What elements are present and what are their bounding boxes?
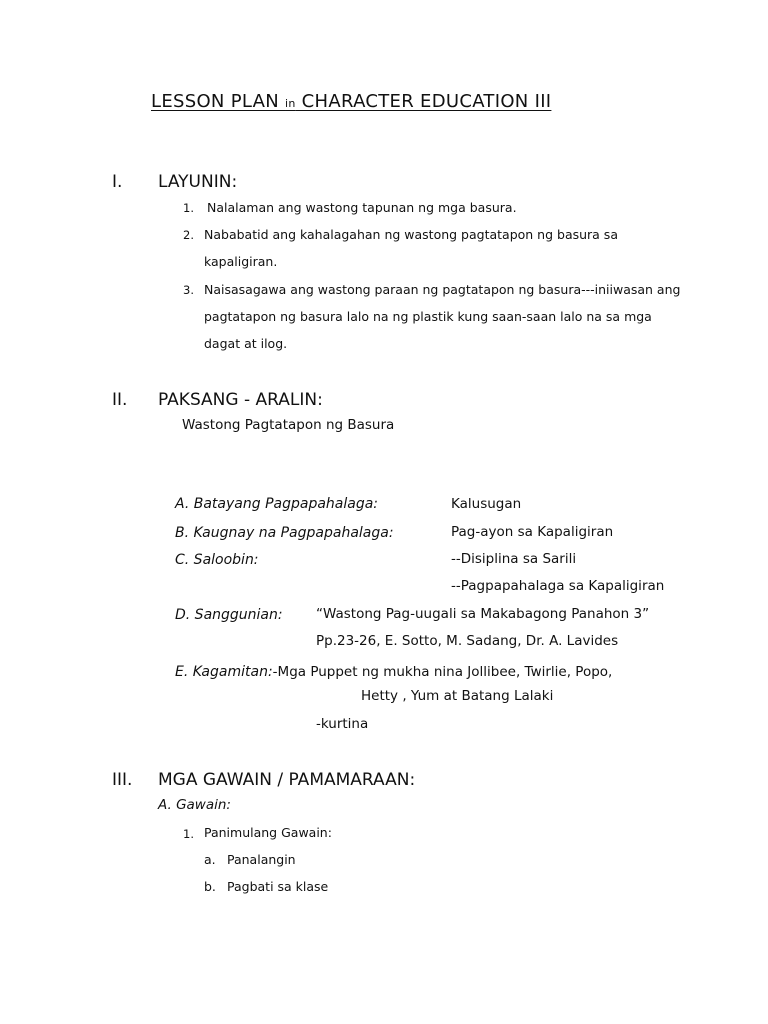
objective-2-number: 2. <box>183 228 194 242</box>
section-3-number: III. <box>112 770 133 790</box>
activity-b-text: Pagbati sa klase <box>227 879 329 894</box>
objective-3-text-line-3: dagat at ilog. <box>204 336 288 351</box>
reference-text-2: Pp.23-26, E. Sotto, M. Sadang, Dr. A. Lavides <box>316 633 619 649</box>
materials-text-2: Hetty , Yum at Batang Lalaki <box>361 688 554 704</box>
objective-3-number: 3. <box>183 283 194 297</box>
materials-label: E. Kagamitan: <box>175 664 273 680</box>
objective-1-text: Nalalaman ang wastong tapunan ng mga basura. <box>207 200 517 215</box>
activity-a-letter: a. <box>204 852 216 867</box>
title-part-2: CHARACTER EDUCATION III <box>295 91 552 112</box>
objective-1-number: 1. <box>183 201 194 215</box>
activity-b-letter: b. <box>204 879 216 894</box>
related-value-text: Pag-ayon sa Kapaligiran <box>451 524 614 540</box>
section-3-title: MGA GAWAIN / PAMAMARAAN: <box>158 770 416 790</box>
attitude-text-1: --Disiplina sa Sarili <box>451 551 577 567</box>
core-value-text: Kalusugan <box>451 496 522 512</box>
related-value-label: B. Kaugnay na Pagpapahalaga: <box>175 525 394 541</box>
document-title <box>151 93 551 111</box>
topic-text: Wastong Pagtatapon ng Basura <box>182 417 395 433</box>
title-part-1: LESSON PLAN <box>151 91 286 112</box>
activities-subheading: A. Gawain: <box>158 797 231 813</box>
title-small-word: in <box>285 97 296 110</box>
objective-3-text-line-2: pagtatapon ng basura lalo na ng plastik kung saan-saan lalo na sa mga <box>204 309 652 324</box>
objective-3-text-line-1: Naisasagawa ang wastong paraan ng pagtatapon ng basura---iniiwasan ang <box>204 282 681 297</box>
section-2-title: PAKSANG - ARALIN: <box>158 390 323 410</box>
materials-text-3: -kurtina <box>316 716 369 732</box>
section-1-title: LAYUNIN: <box>158 172 238 192</box>
activity-a-text: Panalangin <box>227 852 296 867</box>
section-1-number: I. <box>112 172 123 192</box>
activity-1-text: Panimulang Gawain: <box>204 825 332 840</box>
objective-2-text-line-1: Nababatid ang kahalagahan ng wastong pagtatapon ng basura sa <box>204 227 618 242</box>
section-2-number: II. <box>112 390 128 410</box>
core-value-label: A. Batayang Pagpapahalaga: <box>175 496 379 512</box>
objective-2-text-line-2: kapaligiran. <box>204 254 278 269</box>
attitude-text-2: --Pagpapahalaga sa Kapaligiran <box>451 578 665 594</box>
materials-line <box>175 663 612 680</box>
materials-text-1: -Mga Puppet ng mukha nina Jollibee, Twirlie, Popo, <box>272 664 613 680</box>
reference-text-1: “Wastong Pag-uugali sa Makabagong Panahon 3” <box>316 606 650 622</box>
attitude-label: C. Saloobin: <box>175 552 259 568</box>
activity-1-number: 1. <box>183 827 194 841</box>
reference-label: D. Sanggunian: <box>175 607 283 623</box>
